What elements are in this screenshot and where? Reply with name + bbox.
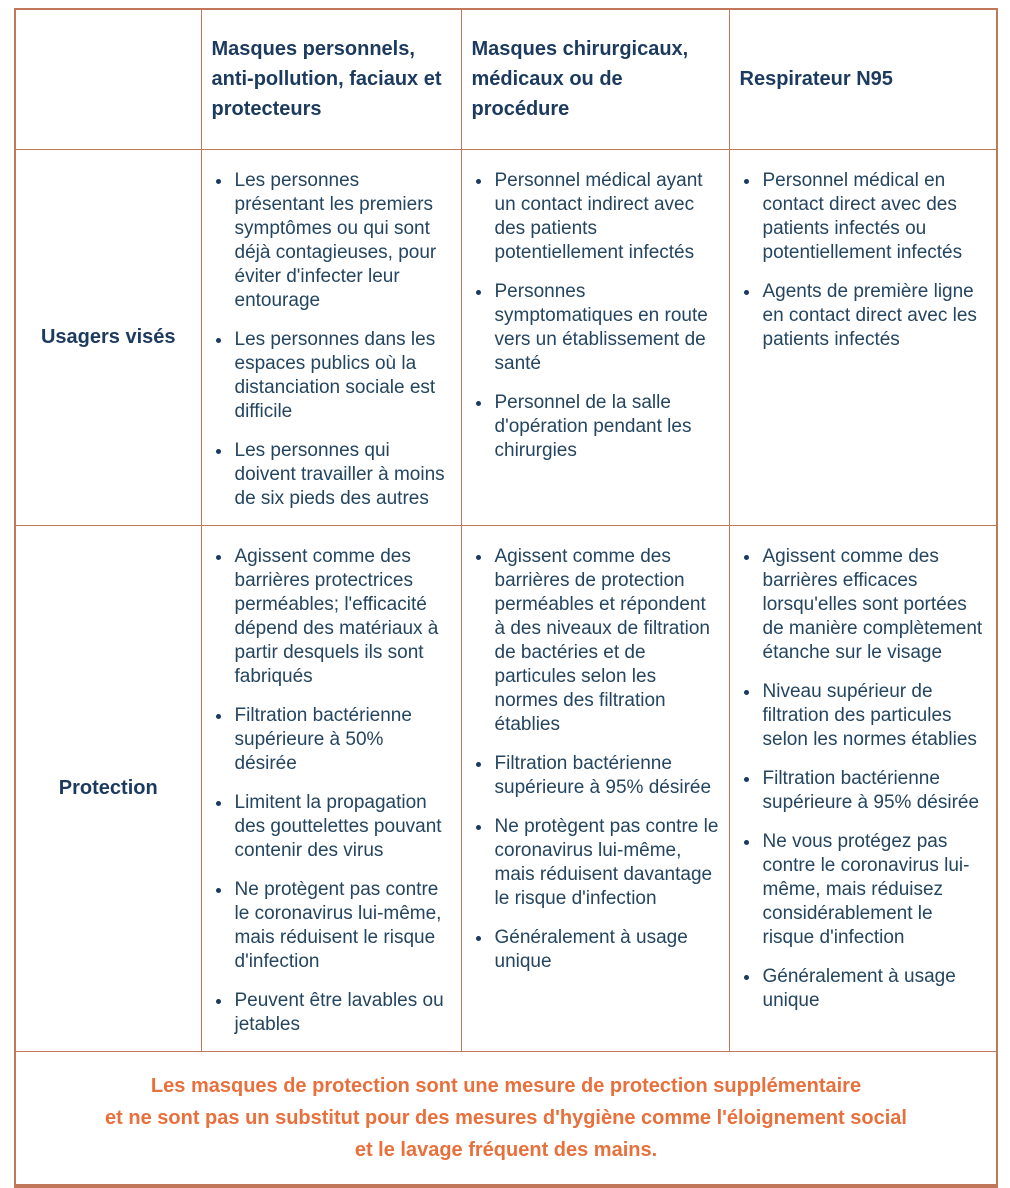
cell-protection-masques-chirurgicaux — [461, 525, 729, 1051]
row-label-usagers-vises: Usagers visés — [15, 149, 201, 525]
bullet-item: • Généralement à usage unique — [493, 926, 719, 974]
footer-row — [15, 1051, 997, 1186]
footer-line-3: et le lavage fréquent des mains. — [354, 1138, 658, 1161]
bullet-item: • Personnes symptomatiques en route vers un établissement de santé — [493, 280, 719, 376]
bullet-item: • Les personnes qui doivent travailler à moins de six pieds des autres — [233, 439, 451, 511]
bullet-item: • Les personnes dans les espaces publics où la distanciation sociale est difficile — [233, 328, 451, 424]
bullet-item: • Agissent comme des barrières protectrices perméables; l'efficacité dépend des matériaux à partir desquels ils sont fabriqués — [233, 545, 451, 689]
cell-usagers-masques-chirurgicaux — [461, 149, 729, 525]
bullet-item: • Limitent la propagation des gouttelettes pouvant contenir des virus — [233, 791, 451, 863]
corner-cell — [15, 9, 201, 149]
bullet-list — [212, 169, 451, 511]
bullet-item: • Personnel de la salle d'opération pendant les chirurgies — [493, 391, 719, 463]
mask-comparison-infographic — [14, 8, 996, 1188]
cell-protection-masques-personnels — [201, 525, 461, 1051]
bullet-item: • Filtration bactérienne supérieure à 50% désirée — [233, 704, 451, 776]
comparison-table — [14, 8, 998, 1188]
bullet-item: • Niveau supérieur de filtration des particules selon les normes établies — [761, 680, 987, 752]
footer-line-1: Les masques de protection sont une mesure de protection supplémentaire — [150, 1074, 862, 1097]
column-header-masques-chirurgicaux: Masques chirurgicaux, médicaux ou de procédure — [461, 9, 729, 149]
header-row — [15, 9, 997, 149]
bullet-item: • Peuvent être lavables ou jetables — [233, 989, 451, 1037]
footer-note — [15, 1051, 997, 1186]
bullet-item: • Personnel médical ayant un contact indirect avec des patients potentiellement infectés — [493, 169, 719, 265]
row-label-protection: Protection — [15, 525, 201, 1051]
bullet-item: • Filtration bactérienne supérieure à 95% désirée — [493, 752, 719, 800]
bullet-list — [212, 545, 451, 1037]
bullet-list — [472, 169, 719, 463]
column-header-respirateur-n95: Respirateur N95 — [729, 9, 997, 149]
row-usagers-vises — [15, 149, 997, 525]
row-protection — [15, 525, 997, 1051]
bullet-item: • Ne protègent pas contre le coronavirus lui-même, mais réduisent davantage le risque d'infection — [493, 815, 719, 911]
footer-line-2: et ne sont pas un substitut pour des mesures d'hygiène comme l'éloignement social — [105, 1106, 907, 1129]
bullet-item: • Ne protègent pas contre le coronavirus lui-même, mais réduisent le risque d'infection — [233, 878, 451, 974]
cell-usagers-masques-personnels — [201, 149, 461, 525]
bullet-list — [740, 545, 987, 1013]
bullet-item: • Filtration bactérienne supérieure à 95% désirée — [761, 767, 987, 815]
bullet-item: • Agents de première ligne en contact direct avec les patients infectés — [761, 280, 987, 352]
bullet-item: • Généralement à usage unique — [761, 965, 987, 1013]
bullet-list — [472, 545, 719, 974]
cell-protection-respirateur-n95 — [729, 525, 997, 1051]
cell-usagers-respirateur-n95 — [729, 149, 997, 525]
bullet-item: • Agissent comme des barrières efficaces lorsqu'elles sont portées de manière complètement étanche sur le visage — [761, 545, 987, 665]
column-header-masques-personnels: Masques personnels, anti-pollution, faciaux et protecteurs — [201, 9, 461, 149]
bullet-item: • Agissent comme des barrières de protection perméables et répondent à des niveaux de filtration de bactéries et de particules selon les normes des filtration établies — [493, 545, 719, 737]
bullet-item: • Personnel médical en contact direct avec des patients infectés ou potentiellement infectés — [761, 169, 987, 265]
bullet-list — [740, 169, 987, 352]
bullet-item: • Les personnes présentant les premiers symptômes ou qui sont déjà contagieuses, pour éviter d'infecter leur entourage — [233, 169, 451, 313]
bullet-item: • Ne vous protégez pas contre le coronavirus lui-même, mais réduisez considérablement le risque d'infection — [761, 830, 987, 950]
